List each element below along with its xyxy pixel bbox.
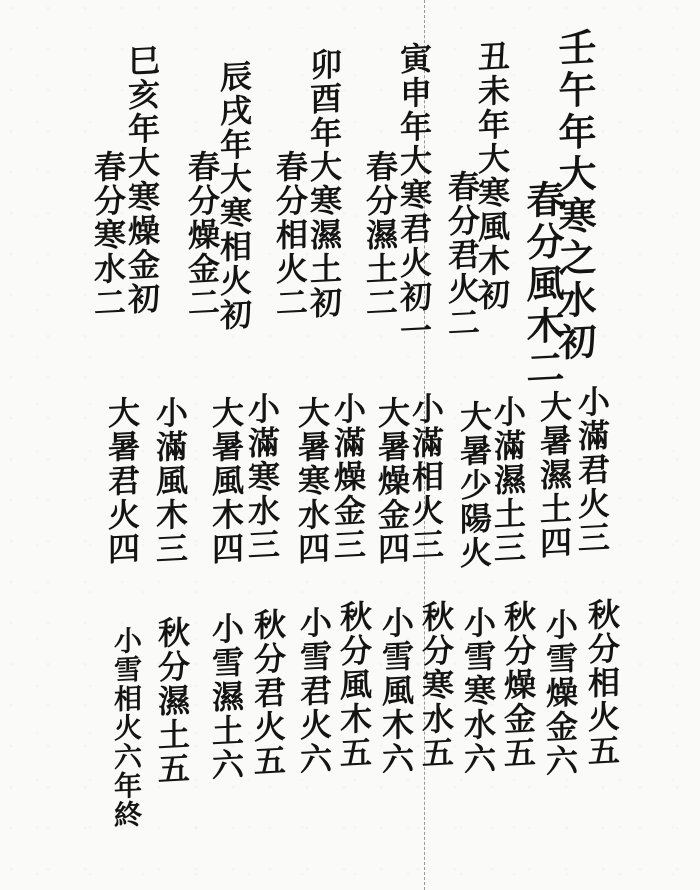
upper-column-12: 春分寒水二 bbox=[89, 149, 127, 321]
lower-column-9: 秋分君火五 bbox=[249, 607, 287, 779]
middle-column-9: 小滿寒水三 bbox=[243, 391, 281, 563]
lower-column-2: 小雪燥金六 bbox=[541, 607, 579, 779]
lower-column-1: 秋分相火五 bbox=[583, 597, 621, 769]
upper-column-10: 春分燥金二 bbox=[183, 149, 221, 321]
lower-column-3: 秋分燥金五 bbox=[499, 599, 537, 771]
upper-column-4: 春分君火二 bbox=[443, 169, 481, 341]
upper-column-11: 巳亥年大寒燥金初 bbox=[123, 43, 161, 317]
upper-column-7: 卯酉年大寒濕土初 bbox=[305, 47, 343, 321]
lower-column-12: 小雪相火六年終 bbox=[110, 625, 143, 830]
upper-column-6: 春分濕土二 bbox=[361, 149, 399, 321]
upper-column-2: 春分風木二 bbox=[520, 178, 565, 392]
middle-column-4: 大暑少陽火 bbox=[455, 399, 493, 571]
middle-column-6: 大暑燥金四 bbox=[373, 395, 411, 567]
middle-column-2: 大暑濕土四 bbox=[535, 389, 573, 561]
middle-column-12: 大暑君火四 bbox=[103, 395, 141, 567]
lower-column-6: 小雪風木六 bbox=[377, 605, 415, 777]
lower-column-10: 小雪濕土六 bbox=[207, 611, 245, 783]
upper-column-8: 春分相火二 bbox=[271, 149, 309, 321]
lower-column-8: 小雪君火六 bbox=[295, 605, 333, 777]
lower-column-11: 秋分濕土五 bbox=[153, 615, 191, 787]
upper-column-9: 辰戌年大寒相火初 bbox=[215, 59, 253, 333]
middle-column-8: 大暑寒水四 bbox=[293, 395, 331, 567]
upper-column-5: 寅申年大寒君火初一 bbox=[395, 41, 433, 349]
middle-column-11: 小滿風木三 bbox=[151, 395, 189, 567]
middle-column-10: 大暑風木四 bbox=[207, 395, 245, 567]
upper-column-1: 壬午年大寒之水初 bbox=[552, 26, 597, 366]
lower-column-7: 秋分風木五 bbox=[335, 599, 373, 771]
lower-column-5: 秋分寒水五 bbox=[417, 599, 455, 771]
middle-column-5: 小滿相火三 bbox=[407, 391, 445, 563]
middle-column-3: 小滿濕土三 bbox=[489, 394, 527, 566]
lower-column-4: 小雪寒水六 bbox=[459, 605, 497, 777]
middle-column-7: 小滿燥金三 bbox=[329, 391, 367, 563]
middle-column-1: 小滿君火三 bbox=[573, 384, 611, 556]
upper-column-3: 丑未年大寒風木初 bbox=[473, 39, 511, 313]
